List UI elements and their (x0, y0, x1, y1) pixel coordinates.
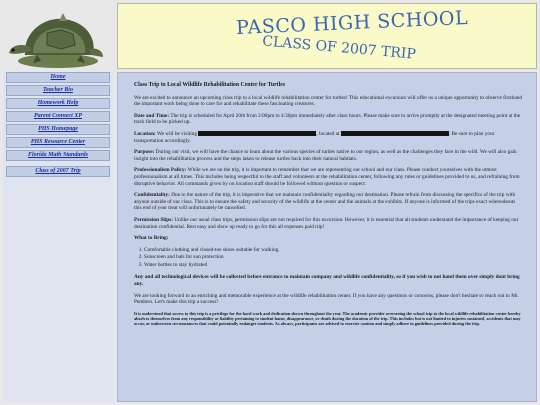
disclaimer: It is understood that access to this trip is a privilege for the hard work and dedication shown throughout the year. The academic provider overseeing the school trip to the local wildlife rehabilitation center hereby absolves themselves from any responsibility or liability pertaining to student harm, disappearance, or death during the duration of the trip. This includes but is not limited to injuries sustained, accidents that may occur, or unforeseen circumstances that could potentially endanger students. As always, participants are advised to exercise caution and simply adhere to guidelines provided during the trip. (134, 310, 521, 327)
page-title: Class Trip to Local Wildlife Rehabilitation Center for Turtles (134, 82, 286, 88)
turtle-logo (3, 3, 113, 69)
devices-notice: Any and all technological devices will be collected before entrance to maintain company and wildlife confidentiality, so if you wish to not hand them over simply dont bring any. (134, 274, 520, 288)
bring-heading: What to Bring: (134, 235, 169, 242)
permission-paragraph (134, 217, 524, 230)
purpose-text: During our visit, we will have the chance to learn about the various species of turtles native to our region, as well as the challenges they face in the wild. We will also gain insight into the rehabilitation process and the steps taken to release turtles back into their natural habitats. (134, 149, 517, 162)
sidebar-item-home[interactable]: Home (6, 72, 110, 83)
list-item: 2. Sunscreen and hats for sun protection (144, 254, 524, 261)
professionalism-text: While we are on the trip, it is important to remember that we are representing our school and our class. Please conduct yourselves with the utmost professionalism at all times. This includes being respectful to the staff and volunteers at the rehabilitation center, following any rules or guidelines provided to us, and refraining from disruptive behavior. All commands given by on location staff should be followed without question or suspect. (134, 167, 520, 187)
sidebar-item-phs-homepage[interactable]: PHS Homepage (6, 124, 110, 135)
date-label: Date and Time: (134, 112, 170, 119)
location-pre: We will be visiting (157, 130, 198, 137)
list-item: 1. Comfortable clothing and closed-toe shoes suitable for walking. (144, 247, 524, 254)
confidentiality-text: Due to the nature of the trip, it is imperative that we maintain confidentiality regarding our destination. Please refrain from discussing the specifics of the trip with anyone outside of our class. This is to ensure the safety and security of the wildlife at the center and the animals at the exhibits. If anyone is informed of the trips exact whereabouts this end of year treat will unfortunately be cancelled. (134, 192, 516, 212)
professionalism-label: Professionalism Policy: (134, 167, 187, 174)
closing-paragraph: We are looking forward to an enriching and memorable experience at the wildlife rehabilitation center. If you have any questions or concerns, please don't hesitate to reach out to Mr. Pembers. Let's make this trip a success! (134, 292, 519, 306)
confidentiality-label: Confidentiality: (134, 192, 170, 199)
date-text: The trip is scheduled for April 20th from 3:00pm to 4:30pm immediately after class hours. Please make sure to arrive promptly at the designated meeting point at the track field to be picked up. (134, 112, 521, 126)
school-title: PASCO HIGH SCHOOL (235, 6, 469, 40)
list-item: 3. Water bottles to stay hydrated (144, 262, 524, 269)
trip-subtitle: CLASS OF 2007 TRIP (261, 33, 417, 63)
sidebar-item-homework-help[interactable]: Homework Help (6, 98, 110, 109)
sidebar-item-parent-connect[interactable]: Parent Connect XP (6, 111, 110, 122)
confidentiality-paragraph (134, 192, 524, 212)
location-paragraph (134, 131, 524, 144)
sidebar-item-resource-center[interactable]: PHS Resource Center (6, 137, 110, 148)
header-banner (117, 3, 537, 69)
intro-paragraph (134, 95, 524, 108)
redacted-venue (198, 131, 316, 136)
turtle-icon (3, 3, 113, 69)
location-mid: , located at (316, 130, 340, 137)
main-content (117, 72, 537, 402)
purpose-label: Purpose: (134, 149, 155, 156)
professionalism-paragraph (134, 167, 524, 187)
location-post: . Be sure to plan your transportation accordingly. (134, 130, 495, 144)
purpose-paragraph (134, 149, 524, 162)
intro-text: We are excited to announce an upcoming class trip to a local wildlife rehabilitation center for turtles! This educational excursion will offer us a unique opportunity to observe firsthand the important work being done to care for and rehabilitate these fascinating creatures. (134, 94, 522, 108)
sidebar-item-class-trip[interactable]: Class of 2007 Trip (6, 166, 110, 177)
date-paragraph (134, 113, 524, 126)
permission-text: Unlike our usual class trips, permission slips are not required for this excursion. However, it is essential that all students understand the importance of keeping our destination confidential. Rest easy and show up ready to go for this all expenses paid trip! (134, 216, 519, 230)
sidebar-item-teacher-bio[interactable]: Teacher Bio (6, 85, 110, 96)
bring-list (144, 247, 524, 269)
redacted-address (341, 131, 449, 136)
sidebar-item-math-standards[interactable]: Florida Math Standards (6, 150, 110, 161)
location-label: Location: (134, 130, 156, 137)
sidebar-nav (3, 72, 113, 402)
permission-label: Permission Slips: (134, 216, 173, 223)
